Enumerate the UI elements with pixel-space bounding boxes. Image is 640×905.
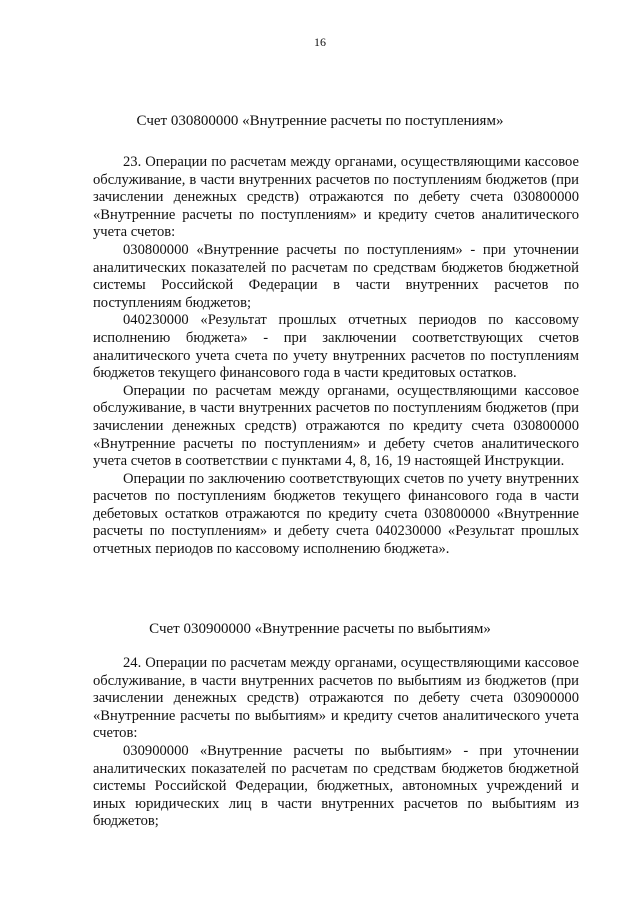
section-body-030900000 (93, 655, 579, 831)
section-heading-030900000: Счет 030900000 «Внутренние расчеты по выбытиям» (149, 621, 491, 637)
page-number: 16 (314, 35, 326, 49)
paragraph: 040230000 «Результат прошлых отчетных периодов по кассовому исполнению бюджета» - при заключении соответствующих счетов аналитического учета счета по учету внутренних расчетов по поступлениям бюджетов текущего финансового года в части кредитовых остатков. (93, 312, 579, 382)
paragraph: 23. Операции по расчетам между органами, осуществляющими кассовое обслуживание, в части внутренних расчетов по поступлениям бюджетов (при зачислении денежных средств) отражаются по дебету счета 030800000 «Внутренние расчеты по поступлениям» и кредиту счетов аналитического учета счетов: (93, 154, 579, 241)
paragraph: Операции по расчетам между органами, осуществляющими кассовое обслуживание, в части внутренних расчетов по поступлениям бюджетов (при зачислении денежных средств) отражаются по кредиту счета 030800000 «Внутренние расчеты по поступлениям» и дебету счетов аналитического учета счетов в соответствии с пунктами 4, 8, 16, 19 настоящей Инструкции. (93, 382, 579, 470)
paragraph: 030800000 «Внутренние расчеты по поступлениям» - при уточнении аналитических показателей по расчетам по средствам бюджетов бюджетной системы Российской Федерации в части внутренних расчетов по поступлениям бюджетов; (93, 241, 579, 311)
section-heading-030800000: Счет 030800000 «Внутренние расчеты по поступлениям» (136, 113, 504, 129)
paragraph: Операции по заключению соответствующих счетов по учету внутренних расчетов по поступлениям бюджетов текущего финансового года в части дебетовых остатков отражаются по кредиту счета 030800000 «Внутренние расчеты по поступлениям» и дебету счета 040230000 «Результат прошлых отчетных периодов по кассовому исполнению бюджета». (93, 470, 579, 558)
paragraph: 030900000 «Внутренние расчеты по выбытиям» - при уточнении аналитических показателей по расчетам по средствам бюджетов бюджетной системы Российской Федерации, бюджетных, автономных учреждений и иных юридических лиц в части внутренних расчетов по выбытиям из бюджетов; (93, 742, 579, 830)
section-body-030800000 (93, 154, 579, 559)
paragraph: 24. Операции по расчетам между органами, осуществляющими кассовое обслуживание, в части внутренних расчетов по выбытиям из бюджетов (при зачислении денежных средств) отражаются по дебету счета 030900000 «Внутренние расчеты по выбытиям» и кредиту счетов аналитического учета счетов: (93, 655, 579, 742)
